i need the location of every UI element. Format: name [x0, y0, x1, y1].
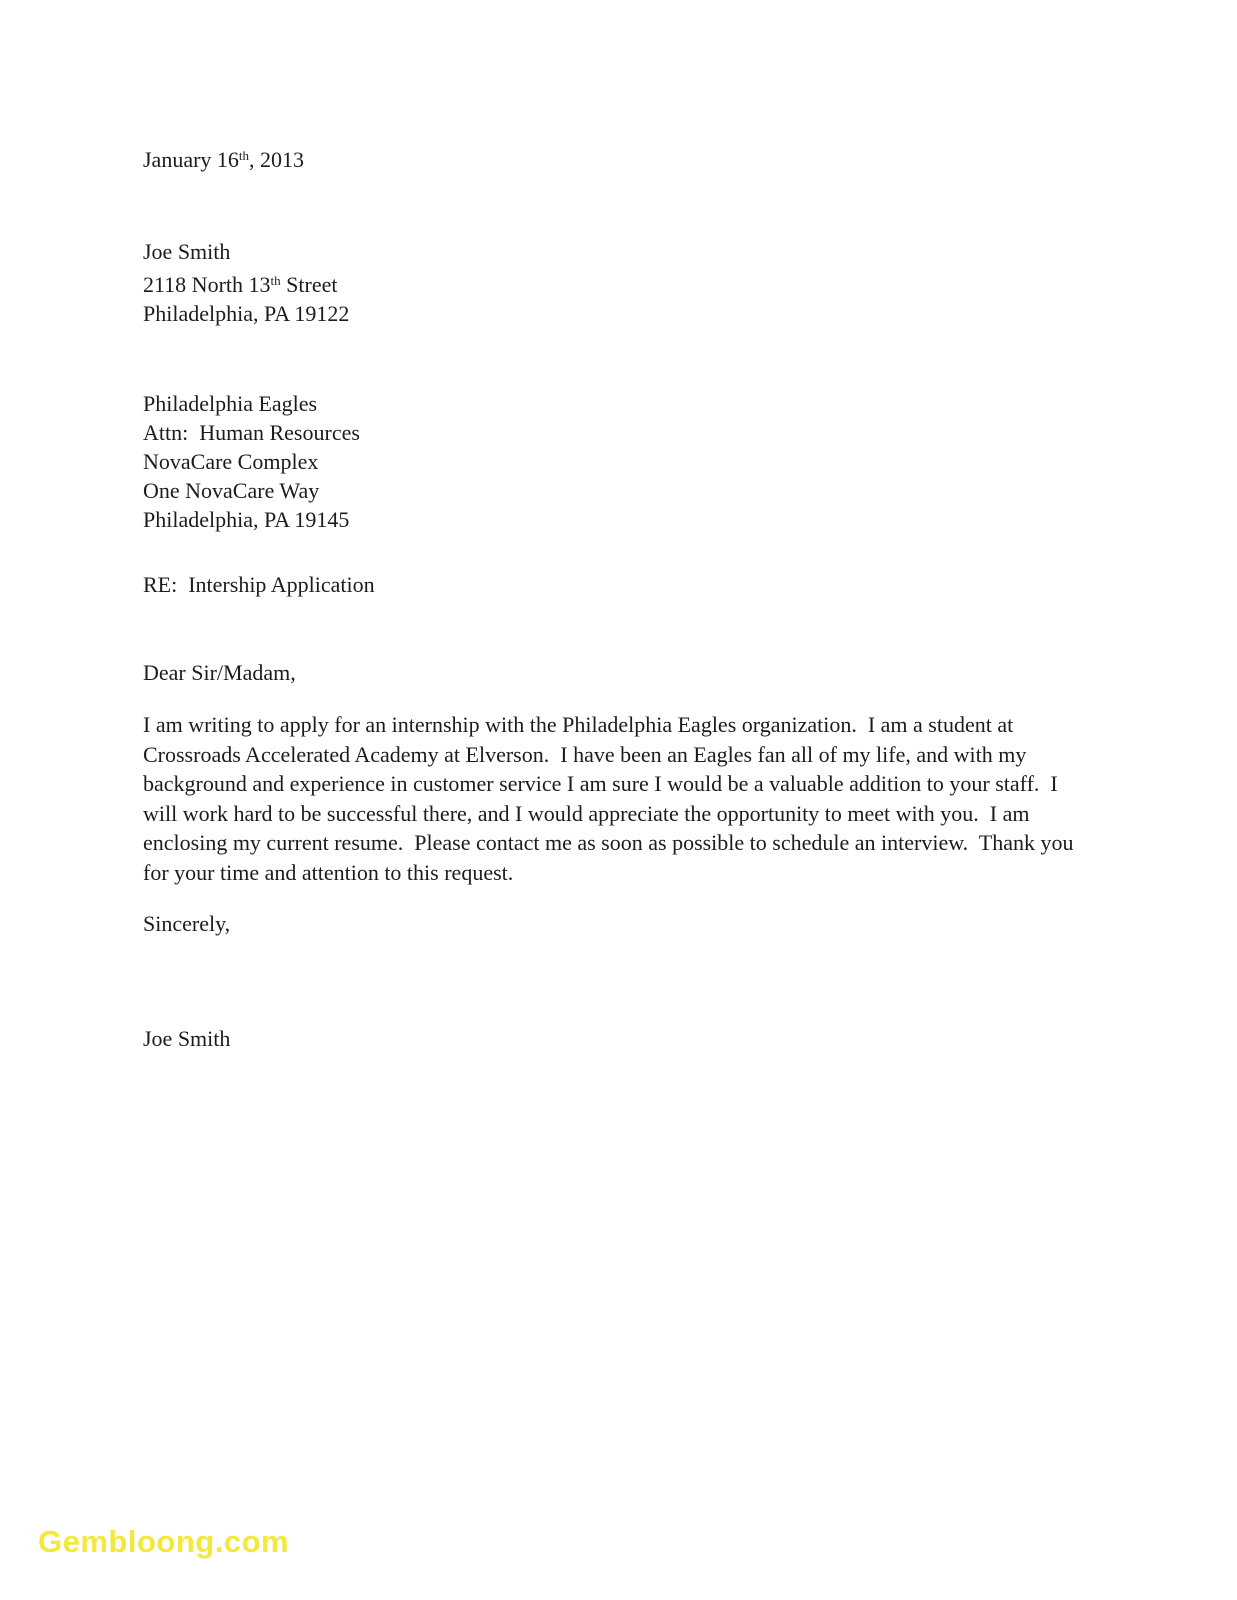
date-ordinal-superscript: th	[238, 148, 250, 163]
salutation: Dear Sir/Madam,	[143, 660, 296, 685]
sender-street-text: 2118 North 13	[143, 272, 271, 297]
letter-content	[143, 141, 1093, 1053]
recipient-attention-line: Attn: Human Resources	[143, 420, 360, 445]
sender-street-suffix-text: Street	[280, 272, 338, 297]
watermark-gembloong: Gembloong.com	[38, 1524, 290, 1559]
recipient-building: NovaCare Complex	[143, 449, 319, 474]
closing: Sincerely,	[143, 911, 231, 936]
recipient-city-state-zip: Philadelphia, PA 19145	[143, 507, 350, 532]
recipient-street: One NovaCare Way	[143, 478, 320, 503]
sender-name: Joe Smith	[143, 239, 231, 264]
recipient-organization: Philadelphia Eagles	[143, 391, 318, 416]
body-paragraph: I am writing to apply for an internship with the Philadelphia Eagles organization. I am a student at Crossroads Accelerated Academy at Elverson. I have been an Eagles fan all of my life, and with my background and experience in customer service I am sure I would be a valuable addition to your staff. I will work hard to be successful there, and I would appreciate the opportunity to meet with you. I am enclosing my current resume. Please contact me as soon as possible to schedule an interview. Thank you for your time and attention to this request.	[143, 712, 1079, 885]
sender-street	[143, 266, 1093, 299]
subject-line: RE: Intership Application	[143, 572, 375, 597]
date-year-text: , 2013	[249, 147, 305, 172]
sender-address-block	[143, 237, 1093, 328]
sender-street-ordinal-superscript: th	[270, 273, 281, 288]
recipient-address-block	[143, 389, 1093, 534]
date-line	[143, 141, 1093, 174]
signature-name: Joe Smith	[143, 1026, 231, 1051]
date-text: January 16	[143, 147, 239, 172]
sender-city-state-zip: Philadelphia, PA 19122	[143, 301, 350, 326]
